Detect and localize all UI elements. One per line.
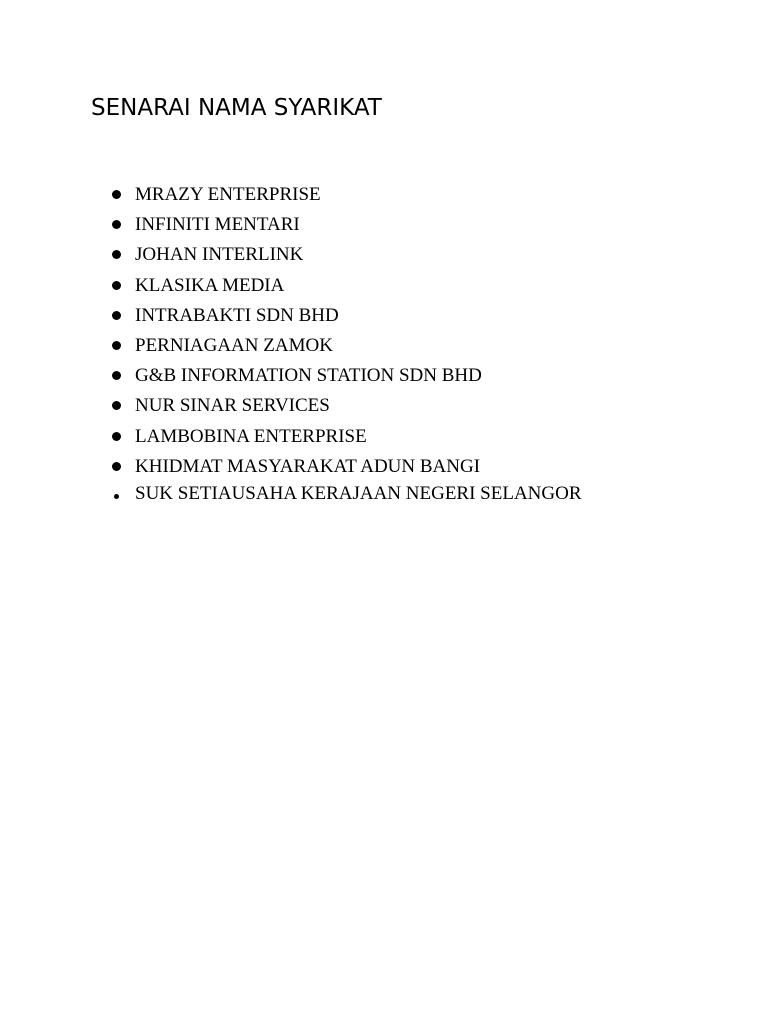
company-name: INTRABAKTI SDN BHD [135,304,339,326]
company-name: KLASIKA MEDIA [135,274,285,296]
bullet-icon [112,341,121,350]
list-item [0,482,768,506]
company-name: MRAZY ENTERPRISE [135,184,321,205]
bullet-icon [112,190,121,199]
list-item [0,210,768,240]
bullet-icon [112,462,121,471]
bullet-icon [112,401,121,410]
small-bullet-icon [114,494,119,499]
bullet-icon [112,220,121,229]
list-item [0,301,768,331]
list-item [0,271,768,301]
company-name: KHIDMAT MASYARAKAT ADUN BANGI [135,455,481,477]
list-item [0,361,768,391]
bullet-icon [112,250,121,259]
bullet-icon [112,311,121,320]
list-item [0,331,768,361]
company-name: INFINITI MENTARI [135,214,300,236]
bullet-icon [112,371,121,380]
company-name: SUK SETIAUSAHA KERAJAAN NEGERI SELANGOR [135,482,582,504]
company-name: NUR SINAR SERVICES [135,395,330,417]
page-title: SENARAI NAMA SYARIKAT [91,95,382,121]
company-name: PERNIAGAAN ZAMOK [135,334,333,356]
list-item [0,391,768,421]
list-item [0,240,768,270]
company-name: G&B INFORMATION STATION SDN BHD [135,365,482,387]
list-item [0,180,768,210]
company-name: LAMBOBINA ENTERPRISE [135,425,367,447]
list-item [0,452,768,482]
bullet-icon [112,432,121,441]
company-name: JOHAN INTERLINK [135,244,304,266]
company-list [0,180,768,506]
list-item [0,422,768,452]
bullet-icon [112,281,121,290]
